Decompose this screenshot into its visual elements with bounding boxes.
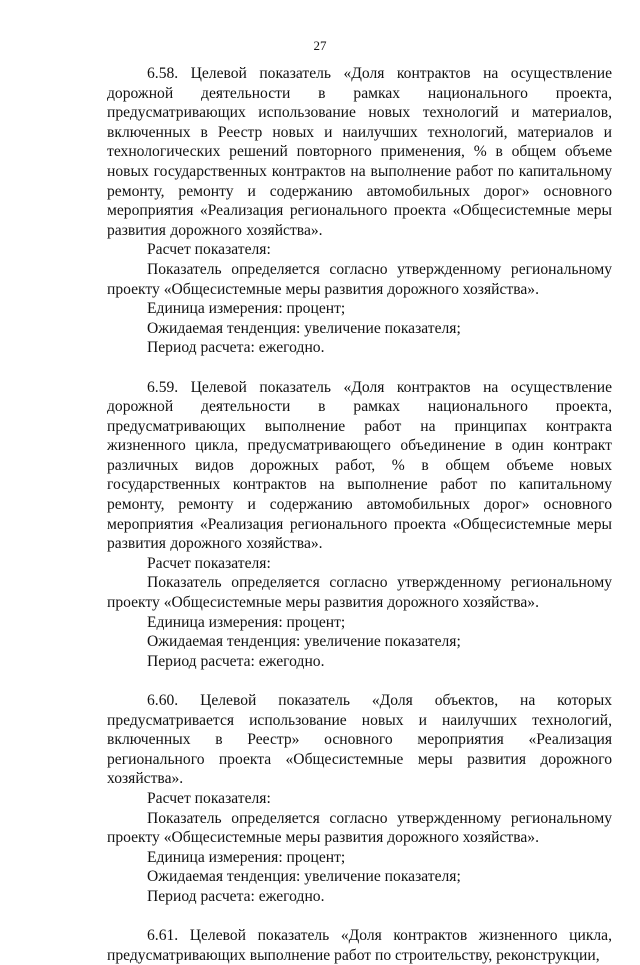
- section-gap: [107, 358, 612, 378]
- indicator-heading: 6.60. Целевой показатель «Доля объектов, на которых предусматривается использование новых и наилучших технологий, включенных в Реестр» основного мероприятия «Реализация регионального проекта «Общесистемные меры развития дорожного хозяйства».: [107, 692, 612, 788]
- section-gap: [107, 671, 612, 691]
- calc-label: Расчет показателя:: [147, 241, 271, 259]
- section-gap: [107, 907, 612, 927]
- indicator-6-59: [107, 378, 612, 672]
- trend-line: Ожидаемая тенденция: увеличение показателя;: [147, 319, 461, 337]
- page-number: 27: [313, 38, 327, 53]
- unit-line: Единица измерения: процент;: [147, 848, 346, 866]
- indicator-6-61: [107, 926, 612, 965]
- unit-line: Единица измерения: процент;: [147, 613, 346, 631]
- trend-line: Ожидаемая тенденция: увеличение показателя;: [147, 633, 461, 651]
- calc-label: Расчет показателя:: [147, 789, 271, 807]
- unit-line: Единица измерения: процент;: [147, 300, 346, 318]
- indicator-6-60: [107, 691, 612, 907]
- period-line: Период расчета: ежегодно.: [147, 339, 325, 357]
- indicator-6-58: [107, 64, 612, 358]
- indicator-heading: 6.61. Целевой показатель «Доля контрактов жизненного цикла, предусматривающих выполнение работ по строительству, реконструкции,: [107, 927, 612, 964]
- calc-text: Показатель определяется согласно утвержденному региональному проекту «Общесистемные меры развития дорожного хозяйства».: [107, 809, 612, 847]
- period-line: Период расчета: ежегодно.: [147, 652, 325, 670]
- calc-text: Показатель определяется согласно утвержденному региональному проекту «Общесистемные меры развития дорожного хозяйства».: [107, 574, 612, 612]
- period-line: Период расчета: ежегодно.: [147, 887, 325, 905]
- indicator-heading: 6.58. Целевой показатель «Доля контрактов на осуществление дорожной деятельности в рамках национального проекта, предусматривающих использование новых технологий и материалов, включенных в Реестр новых и наилучших технологий, материалов и технологических решений повторного применения, % в общем объеме новых государственных контрактов на выполнение работ по капитальному ремонту, ремонту и содержанию автомобильных дорог» основного мероприятия «Реализация регионального проекта «Общесистемные меры развития дорожного хозяйства».: [107, 65, 612, 239]
- calc-text: Показатель определяется согласно утвержденному региональному проекту «Общесистемные меры развития дорожного хозяйства».: [107, 260, 612, 298]
- trend-line: Ожидаемая тенденция: увеличение показателя;: [147, 868, 461, 886]
- indicator-heading: 6.59. Целевой показатель «Доля контрактов на осуществление дорожной деятельности в рамках национального проекта, предусматривающих выполнение работ на принципах контракта жизненного цикла, предусматривающего объединение в один контракт различных видов дорожных работ, % в общем объеме новых государственных контрактов на выполнение работ по капитальному ремонту, ремонту и содержанию автомобильных дорог» основного мероприятия «Реализация регионального проекта «Общесистемные меры развития дорожного хозяйства».: [107, 378, 612, 553]
- calc-label: Расчет показателя:: [147, 554, 271, 572]
- document-body: [107, 64, 612, 965]
